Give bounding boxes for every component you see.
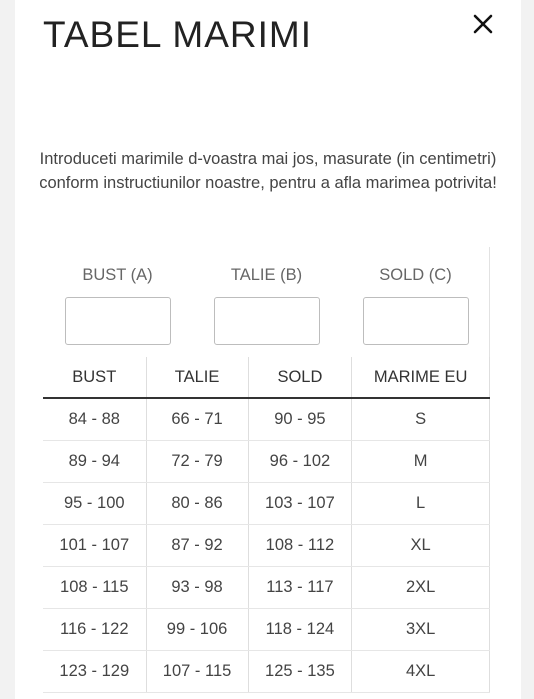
inputs-divider	[489, 247, 490, 357]
backdrop-left	[0, 0, 15, 699]
header-hip: SOLD	[248, 357, 352, 398]
close-button[interactable]	[468, 9, 498, 39]
table-cell: S	[352, 398, 490, 441]
measurement-inputs	[43, 247, 490, 357]
table-cell: M	[352, 441, 490, 483]
table-cell: 4XL	[352, 651, 490, 693]
waist-input-group	[192, 247, 341, 345]
table-cell: 93 - 98	[146, 567, 248, 609]
table-cell: 95 - 100	[43, 483, 146, 525]
size-table-header-row	[43, 357, 490, 398]
table-cell: 107 - 115	[146, 651, 248, 693]
waist-input-label: TALIE (B)	[230, 266, 303, 284]
bust-input[interactable]	[65, 297, 171, 345]
intro-text: Introduceti marimile d-voastra mai jos, masurate (in centimetri) conform instructiunilor noastre, pentru a afla marimea potrivita!	[39, 150, 497, 192]
table-cell: 89 - 94	[43, 441, 146, 483]
table-row	[43, 398, 490, 441]
table-cell: 99 - 106	[146, 609, 248, 651]
table-row	[43, 609, 490, 651]
table-cell: 123 - 129	[43, 651, 146, 693]
table-cell: 108 - 115	[43, 567, 146, 609]
hip-input-group	[341, 247, 490, 345]
table-cell: 116 - 122	[43, 609, 146, 651]
table-cell: 108 - 112	[248, 525, 352, 567]
table-cell: 118 - 124	[248, 609, 352, 651]
close-icon	[468, 9, 498, 39]
size-table-body	[43, 398, 490, 693]
hip-input[interactable]	[363, 297, 469, 345]
table-cell: 96 - 102	[248, 441, 352, 483]
size-table	[43, 357, 490, 693]
header-bust: BUST	[43, 357, 146, 398]
modal-title: TABEL MARIMI	[43, 14, 312, 55]
header-eu-size: MARIME EU	[352, 357, 490, 398]
table-cell: 66 - 71	[146, 398, 248, 441]
table-cell: 103 - 107	[248, 483, 352, 525]
backdrop-right	[521, 0, 534, 699]
table-cell: 72 - 79	[146, 441, 248, 483]
table-cell: 87 - 92	[146, 525, 248, 567]
table-cell: 3XL	[352, 609, 490, 651]
table-cell: 80 - 86	[146, 483, 248, 525]
table-cell: 125 - 135	[248, 651, 352, 693]
hip-input-label: SOLD (C)	[379, 266, 452, 284]
table-cell: 113 - 117	[248, 567, 352, 609]
table-row	[43, 441, 490, 483]
table-row	[43, 483, 490, 525]
table-cell: 2XL	[352, 567, 490, 609]
bust-input-group	[43, 247, 192, 345]
table-cell: L	[352, 483, 490, 525]
table-row	[43, 525, 490, 567]
size-chart-modal	[15, 0, 521, 699]
table-cell: 90 - 95	[248, 398, 352, 441]
header-waist: TALIE	[146, 357, 248, 398]
table-cell: 101 - 107	[43, 525, 146, 567]
waist-input[interactable]	[214, 297, 320, 345]
bust-input-label: BUST (A)	[82, 266, 153, 284]
table-row	[43, 651, 490, 693]
table-cell: XL	[352, 525, 490, 567]
table-cell: 84 - 88	[43, 398, 146, 441]
table-row	[43, 567, 490, 609]
